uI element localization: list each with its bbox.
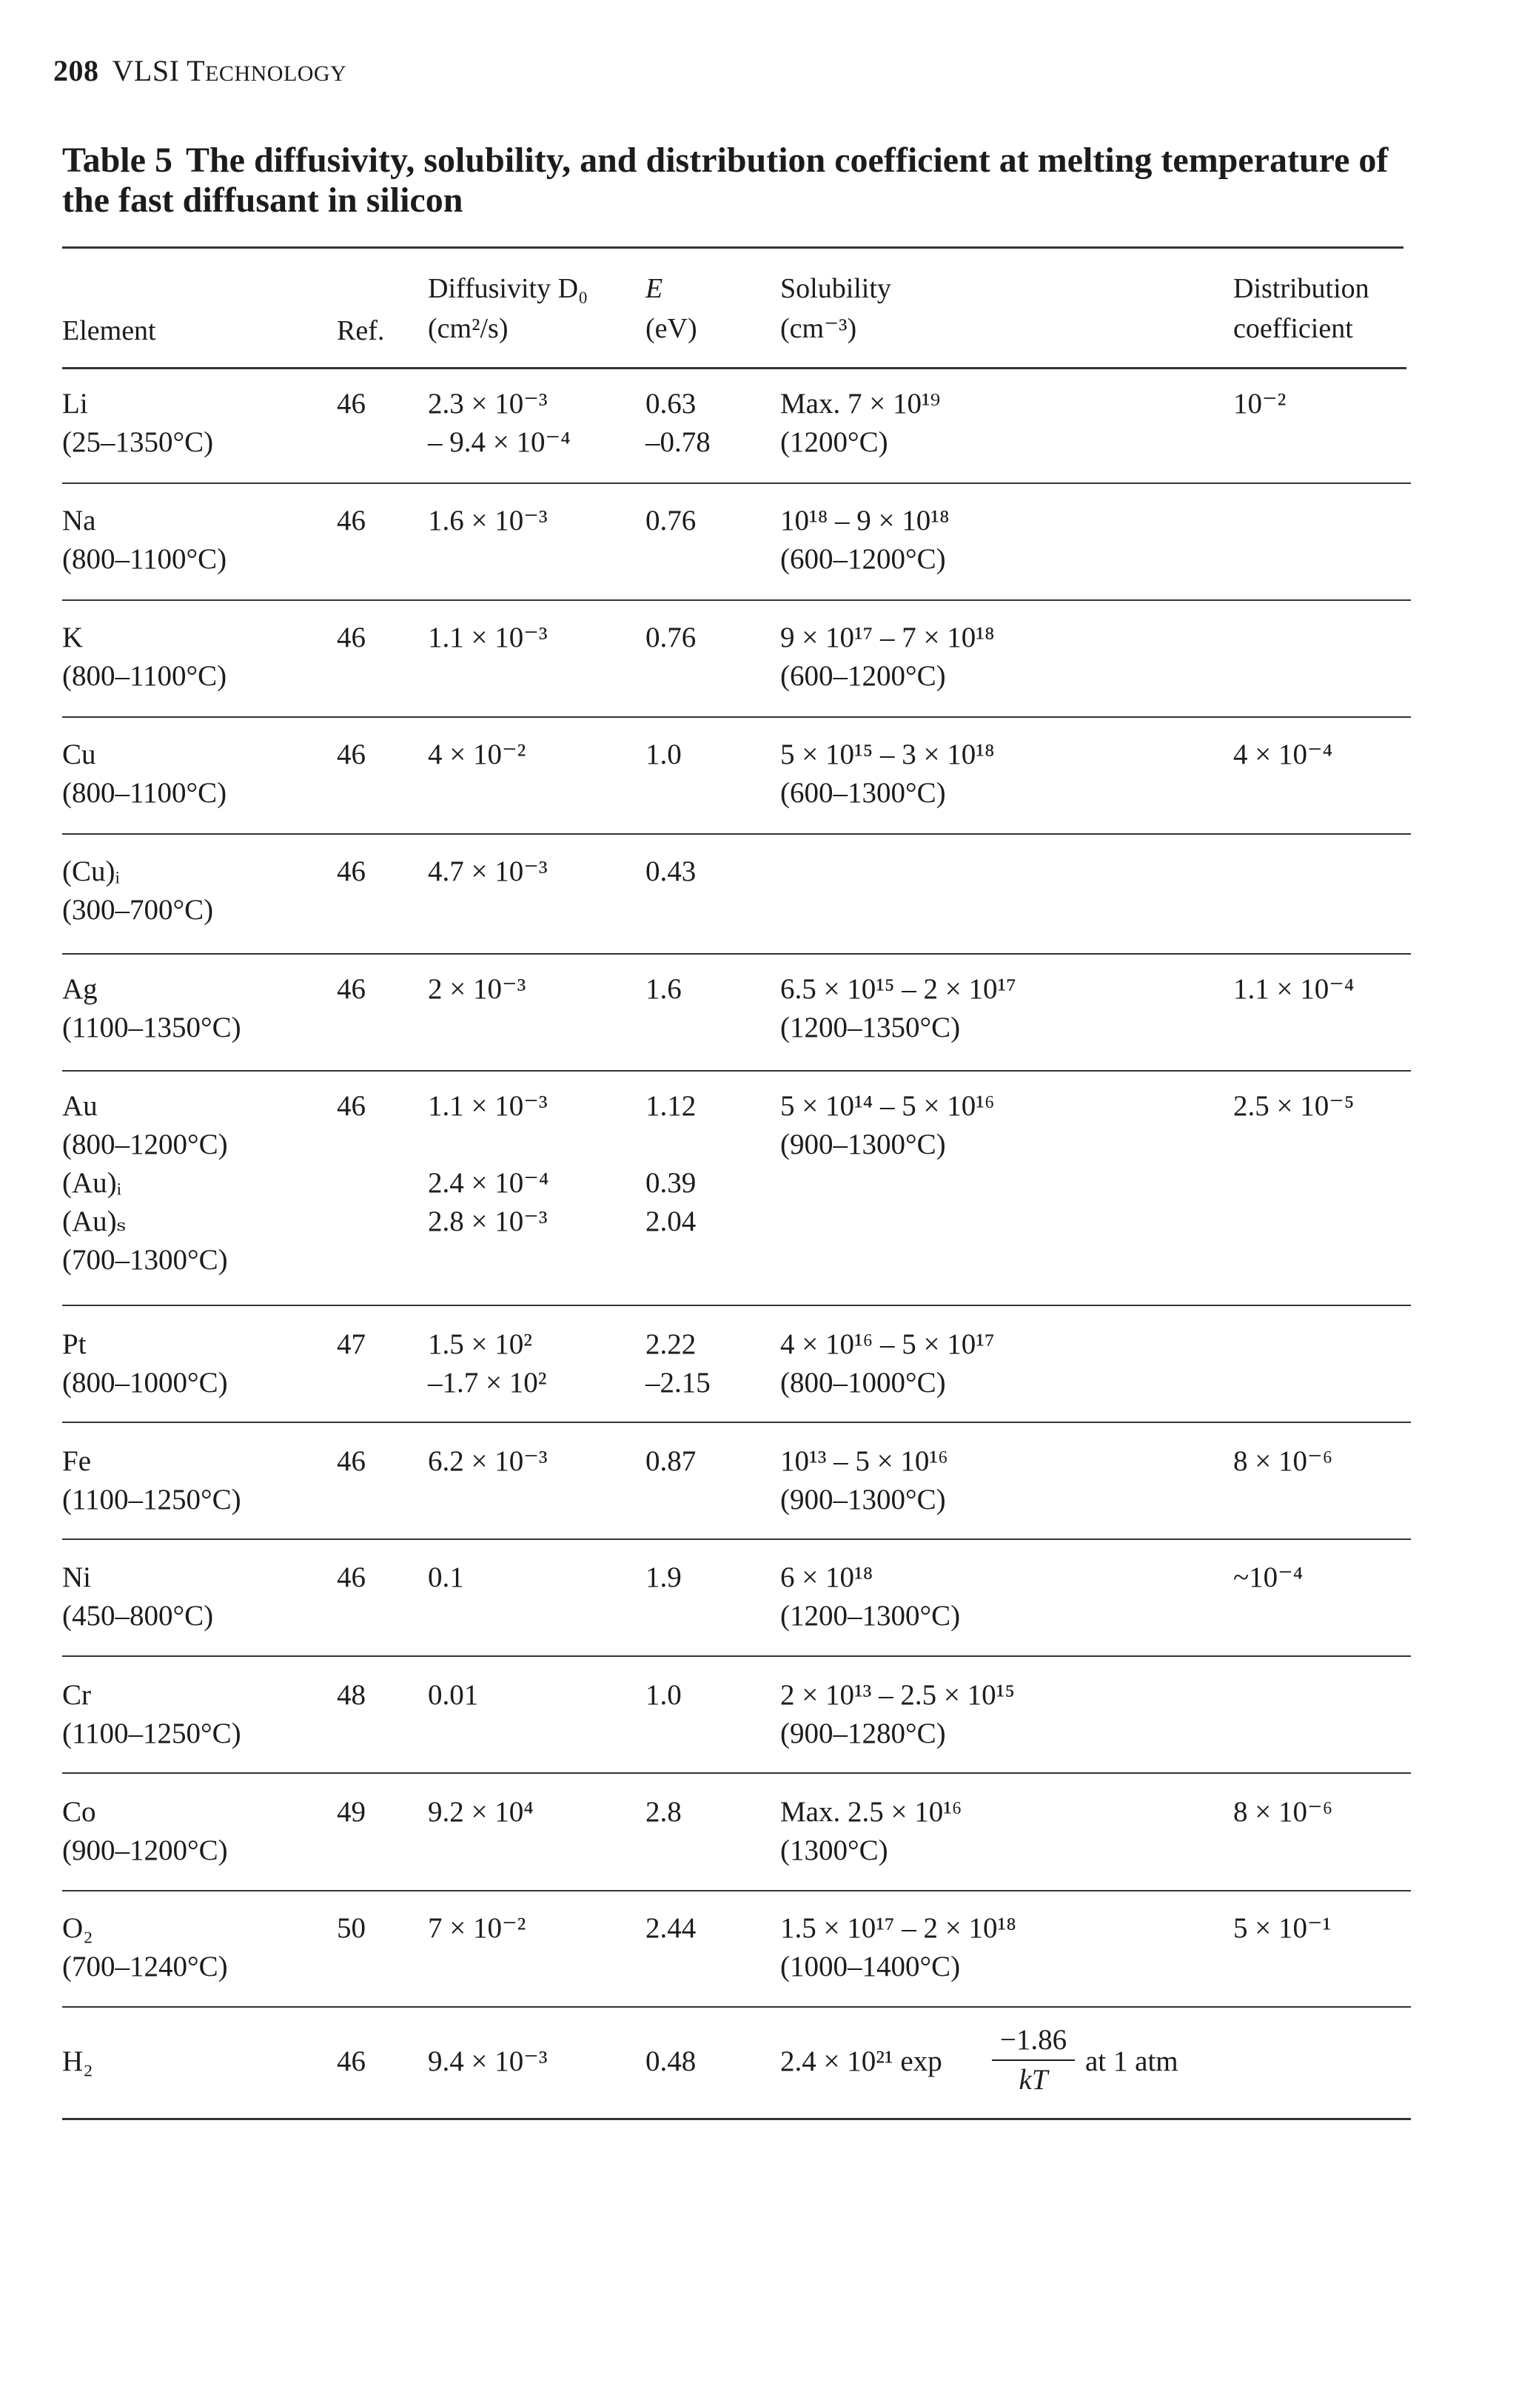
diffusivity-cell-line: 0.1 bbox=[428, 1561, 464, 1593]
distribution-cell-line: 8 × 10⁻⁶ bbox=[1233, 1796, 1333, 1828]
solubility-cell bbox=[780, 502, 950, 579]
header-diffusivity bbox=[428, 269, 588, 349]
ref-cell bbox=[337, 1676, 366, 1715]
ref-cell-line: 46 bbox=[337, 505, 366, 537]
energy-cell-line: 1.0 bbox=[645, 739, 682, 770]
ref-cell-line: 46 bbox=[337, 739, 366, 770]
diffusivity-cell bbox=[428, 1909, 526, 1948]
ref-cell-line: 48 bbox=[337, 1679, 366, 1711]
header-distribution-line1: Distribution bbox=[1233, 273, 1369, 304]
ref-cell bbox=[337, 1793, 366, 1832]
diffusivity-cell bbox=[428, 619, 548, 657]
diffusivity-cell-line: 6.2 × 10⁻³ bbox=[428, 1445, 548, 1477]
ref-cell-line: 50 bbox=[337, 1912, 366, 1944]
element-cell-line: Na bbox=[62, 505, 96, 537]
ref-cell-line: 46 bbox=[337, 388, 366, 420]
element-cell-line: Cr bbox=[62, 1679, 91, 1711]
solubility-cell-line: 10¹³ – 5 × 10¹⁶ bbox=[780, 1445, 948, 1477]
header-ref: Ref. bbox=[337, 315, 385, 346]
element-cell bbox=[62, 852, 213, 929]
solubility-cell-line: 6.5 × 10¹⁵ – 2 × 10¹⁷ bbox=[780, 973, 1016, 1005]
element-cell bbox=[62, 502, 227, 579]
distribution-cell-line: 8 × 10⁻⁶ bbox=[1233, 1445, 1333, 1477]
solubility-cell-line: (600–1200°C) bbox=[780, 543, 946, 575]
distribution-cell-line: 2.5 × 10⁻⁵ bbox=[1233, 1090, 1355, 1122]
diffusivity-cell bbox=[428, 1442, 548, 1481]
element-cell-line: (450–800°C) bbox=[62, 1600, 214, 1632]
energy-cell-line: –2.15 bbox=[645, 1367, 711, 1399]
diffusivity-cell bbox=[428, 1087, 549, 1241]
solubility-cell-line: Max. 7 × 10¹⁹ bbox=[780, 388, 941, 420]
solubility-cell-line: 10¹⁸ – 9 × 10¹⁸ bbox=[780, 505, 950, 537]
solubility-cell-line: (1200°C) bbox=[780, 426, 888, 458]
distribution-cell bbox=[1233, 1087, 1354, 1126]
energy-cell bbox=[645, 1676, 682, 1715]
solubility-cell bbox=[780, 1558, 960, 1635]
diffusivity-cell bbox=[428, 852, 548, 891]
solubility-cell-line: 2.4 × 10²¹ exp bbox=[780, 2045, 942, 2077]
element-cell-line: H₂ bbox=[62, 2045, 93, 2077]
row-separator bbox=[62, 2006, 1411, 2008]
element-cell-line: (800–1100°C) bbox=[62, 777, 227, 809]
row-separator bbox=[62, 1890, 1411, 1891]
solubility-cell bbox=[780, 1442, 948, 1519]
solubility-cell bbox=[780, 619, 995, 696]
distribution-cell bbox=[1233, 970, 1354, 1009]
energy-cell bbox=[645, 1442, 696, 1481]
energy-cell-line: 1.0 bbox=[645, 1679, 682, 1711]
element-cell bbox=[62, 1558, 213, 1635]
energy-cell bbox=[645, 970, 682, 1009]
diffusivity-cell bbox=[428, 736, 526, 774]
distribution-cell bbox=[1233, 736, 1332, 774]
diffusivity-cell-line bbox=[428, 1126, 549, 1164]
distribution-cell bbox=[1233, 1442, 1332, 1481]
element-cell-line: (1100–1250°C) bbox=[62, 1484, 241, 1516]
solubility-cell-line: (600–1200°C) bbox=[780, 660, 946, 692]
ref-cell bbox=[337, 385, 366, 423]
h2-solubility-suffix: at 1 atm bbox=[1085, 2045, 1178, 2077]
row-separator bbox=[62, 1422, 1411, 1423]
element-cell-line: (900–1200°C) bbox=[62, 1834, 228, 1866]
ref-cell bbox=[337, 502, 366, 540]
ref-cell bbox=[337, 852, 366, 891]
table-title: The diffusivity, solubility, and distribution coefficient at melting temperature of the fast diffusant in silicon bbox=[62, 141, 1389, 220]
row-separator bbox=[62, 716, 1411, 718]
diffusivity-cell-line: –1.7 × 10² bbox=[428, 1367, 547, 1399]
distribution-cell-line: 4 × 10⁻⁴ bbox=[1233, 739, 1333, 770]
element-cell-line: O₂ bbox=[62, 1912, 93, 1944]
ref-cell bbox=[337, 1325, 366, 1364]
energy-cell-line bbox=[645, 1126, 696, 1164]
diffusivity-cell bbox=[428, 385, 571, 462]
element-cell-line: Ni bbox=[62, 1561, 91, 1593]
energy-cell-line: 0.76 bbox=[645, 505, 697, 537]
energy-cell-line: 1.12 bbox=[645, 1090, 697, 1122]
row-separator bbox=[62, 1538, 1411, 1540]
diffusivity-cell-line: 1.5 × 10² bbox=[428, 1328, 532, 1360]
ref-cell-line: 46 bbox=[337, 622, 366, 653]
row-separator bbox=[62, 833, 1411, 835]
energy-cell-line: 1.9 bbox=[645, 1561, 682, 1593]
diffusivity-cell bbox=[428, 1793, 534, 1832]
solubility-cell-line: 2 × 10¹³ – 2.5 × 10¹⁵ bbox=[780, 1679, 1015, 1711]
energy-cell-line: 2.04 bbox=[645, 1205, 697, 1237]
distribution-cell-line: 5 × 10⁻¹ bbox=[1233, 1912, 1332, 1944]
solubility-cell-line: (900–1300°C) bbox=[780, 1129, 946, 1160]
solubility-cell-line: 5 × 10¹⁴ – 5 × 10¹⁶ bbox=[780, 1090, 995, 1122]
solubility-cell bbox=[780, 2042, 942, 2081]
fraction-denominator: kT bbox=[1019, 2064, 1048, 2096]
energy-cell bbox=[645, 2042, 696, 2081]
distribution-cell bbox=[1233, 1793, 1332, 1832]
element-cell-line: (800–1200°C) bbox=[62, 1129, 228, 1160]
ref-cell bbox=[337, 1442, 366, 1481]
energy-cell-line: 2.44 bbox=[645, 1912, 697, 1944]
header-distribution bbox=[1233, 269, 1369, 349]
element-cell-line: Cu bbox=[62, 739, 96, 770]
ref-cell-line: 46 bbox=[337, 973, 366, 1005]
row-separator bbox=[62, 1070, 1411, 1072]
element-cell-line: (700–1300°C) bbox=[62, 1244, 228, 1276]
solubility-cell bbox=[780, 1909, 1016, 1986]
element-cell bbox=[62, 619, 227, 696]
diffusivity-cell bbox=[428, 970, 526, 1009]
header-energy-line2: (eV) bbox=[645, 313, 697, 344]
element-cell bbox=[62, 1325, 228, 1402]
header-solubility bbox=[780, 269, 891, 349]
element-cell-line: (1100–1350°C) bbox=[62, 1012, 241, 1043]
element-cell-line: (Cu)ᵢ bbox=[62, 855, 120, 887]
distribution-cell bbox=[1233, 1909, 1331, 1948]
element-cell-line: Li bbox=[62, 388, 88, 420]
solubility-cell-line: 5 × 10¹⁵ – 3 × 10¹⁸ bbox=[780, 739, 995, 770]
element-cell-line: (25–1350°C) bbox=[62, 426, 214, 458]
energy-cell-line: 0.43 bbox=[645, 855, 697, 887]
diffusivity-cell bbox=[428, 2042, 548, 2081]
solubility-cell-line: 9 × 10¹⁷ – 7 × 10¹⁸ bbox=[780, 622, 995, 653]
distribution-cell-line: 1.1 × 10⁻⁴ bbox=[1233, 973, 1355, 1005]
header-diffusivity-line1: Diffusivity D₀ bbox=[428, 273, 588, 304]
element-cell-line: Ag bbox=[62, 973, 98, 1005]
solubility-cell bbox=[780, 736, 995, 813]
fraction-numerator: −1.86 bbox=[999, 2024, 1067, 2056]
diffusivity-cell-line: 9.4 × 10⁻³ bbox=[428, 2045, 548, 2077]
solubility-cell-line: 4 × 10¹⁶ – 5 × 10¹⁷ bbox=[780, 1328, 995, 1360]
energy-cell-line: 0.87 bbox=[645, 1445, 697, 1477]
table-bottom-rule bbox=[62, 2118, 1411, 2120]
solubility-cell-line: (800–1000°C) bbox=[780, 1367, 946, 1399]
element-cell-line: K bbox=[62, 622, 84, 653]
element-cell bbox=[62, 1909, 228, 1986]
table-caption bbox=[62, 141, 1417, 221]
energy-cell-line: 0.39 bbox=[645, 1167, 697, 1199]
element-cell-line: Co bbox=[62, 1796, 96, 1828]
energy-cell-line: 0.63 bbox=[645, 388, 697, 420]
diffusivity-cell-line: 2.3 × 10⁻³ bbox=[428, 388, 548, 420]
ref-cell bbox=[337, 2042, 366, 2081]
ref-cell bbox=[337, 1909, 366, 1948]
element-cell-line: (800–1000°C) bbox=[62, 1367, 228, 1399]
table-number: Table 5 bbox=[62, 141, 172, 180]
solubility-cell-line: 6 × 10¹⁸ bbox=[780, 1561, 873, 1593]
row-separator bbox=[62, 953, 1411, 955]
ref-cell-line: 46 bbox=[337, 1445, 366, 1477]
diffusivity-cell bbox=[428, 1325, 546, 1402]
diffusivity-cell-line: 4.7 × 10⁻³ bbox=[428, 855, 548, 887]
header-element: Element bbox=[62, 315, 156, 346]
energy-cell bbox=[645, 1087, 696, 1241]
solubility-cell bbox=[780, 1676, 1015, 1753]
element-cell bbox=[62, 2042, 93, 2081]
distribution-cell-line: 10⁻² bbox=[1233, 388, 1287, 420]
row-separator bbox=[62, 1305, 1411, 1306]
element-cell-line: (Au)ᵢ bbox=[62, 1167, 122, 1199]
solubility-cell-line: (1000–1400°C) bbox=[780, 1951, 961, 1982]
ref-cell-line: 46 bbox=[337, 855, 366, 887]
element-cell-line: (700–1240°C) bbox=[62, 1951, 228, 1982]
diffusivity-cell-line: 1.1 × 10⁻³ bbox=[428, 622, 548, 653]
diffusivity-cell-line: 1.1 × 10⁻³ bbox=[428, 1090, 548, 1122]
diffusivity-cell-line: 2.4 × 10⁻⁴ bbox=[428, 1167, 549, 1199]
distribution-cell bbox=[1233, 385, 1286, 423]
ref-cell-line: 46 bbox=[337, 1561, 366, 1593]
solubility-cell-line: (900–1300°C) bbox=[780, 1484, 946, 1516]
element-cell bbox=[62, 385, 213, 462]
ref-cell-line: 46 bbox=[337, 2045, 366, 2077]
energy-cell-line: 2.8 bbox=[645, 1796, 682, 1828]
distribution-cell-line: ~10⁻⁴ bbox=[1233, 1561, 1304, 1593]
diffusivity-cell-line: 9.2 × 10⁴ bbox=[428, 1796, 534, 1828]
element-cell bbox=[62, 1676, 241, 1753]
ref-cell bbox=[337, 619, 366, 657]
diffusivity-cell bbox=[428, 502, 548, 540]
energy-cell-line: 0.76 bbox=[645, 622, 697, 653]
ref-cell bbox=[337, 736, 366, 774]
row-separator bbox=[62, 599, 1411, 601]
element-cell-line: (800–1100°C) bbox=[62, 543, 227, 575]
solubility-cell-line: (1300°C) bbox=[780, 1834, 888, 1866]
ref-cell-line: 46 bbox=[337, 1090, 366, 1122]
element-cell-line: Au bbox=[62, 1090, 98, 1122]
energy-cell-line: 2.22 bbox=[645, 1328, 697, 1360]
ref-cell-line: 47 bbox=[337, 1328, 366, 1360]
element-cell bbox=[62, 970, 241, 1047]
energy-cell bbox=[645, 1325, 711, 1402]
element-cell bbox=[62, 736, 227, 813]
row-separator bbox=[62, 482, 1411, 484]
solubility-cell-line: 1.5 × 10¹⁷ – 2 × 10¹⁸ bbox=[780, 1912, 1016, 1944]
diffusivity-cell bbox=[428, 1558, 464, 1597]
header-solubility-line2: (cm⁻³) bbox=[780, 313, 857, 344]
header-diffusivity-line2: (cm²/s) bbox=[428, 313, 509, 344]
diffusivity-cell-line: 2.8 × 10⁻³ bbox=[428, 1205, 548, 1237]
energy-cell bbox=[645, 1909, 696, 1948]
ref-cell bbox=[337, 970, 366, 1009]
ref-cell bbox=[337, 1558, 366, 1597]
header-distribution-line2: coefficient bbox=[1233, 313, 1353, 344]
energy-cell-line: 1.6 bbox=[645, 973, 682, 1005]
energy-cell bbox=[645, 619, 696, 657]
element-cell-line: (1100–1250°C) bbox=[62, 1718, 241, 1749]
header-energy bbox=[645, 269, 697, 349]
h2-solubility-fraction bbox=[992, 2022, 1075, 2098]
solubility-cell bbox=[780, 1087, 995, 1164]
diffusivity-cell-line: 0.01 bbox=[428, 1679, 479, 1711]
header-rule bbox=[62, 367, 1406, 369]
page-number: 208 bbox=[53, 54, 99, 87]
diffusivity-cell-line: 4 × 10⁻² bbox=[428, 739, 526, 770]
row-separator bbox=[62, 1655, 1411, 1657]
energy-cell bbox=[645, 502, 696, 540]
element-cell-line: Fe bbox=[62, 1445, 91, 1477]
energy-cell bbox=[645, 385, 711, 462]
energy-cell-line: –0.78 bbox=[645, 426, 711, 458]
ref-cell bbox=[337, 1087, 366, 1126]
header-solubility-line1: Solubility bbox=[780, 273, 891, 304]
energy-cell bbox=[645, 1558, 682, 1597]
diffusivity-cell-line: 1.6 × 10⁻³ bbox=[428, 505, 548, 537]
energy-cell bbox=[645, 736, 682, 774]
solubility-cell-line: (1200–1300°C) bbox=[780, 1600, 961, 1632]
solubility-cell bbox=[780, 385, 940, 462]
solubility-cell bbox=[780, 1793, 962, 1870]
fraction-bar bbox=[992, 2059, 1075, 2061]
energy-cell bbox=[645, 852, 696, 891]
element-cell-line: (300–700°C) bbox=[62, 894, 214, 926]
distribution-cell bbox=[1233, 1558, 1303, 1597]
solubility-cell bbox=[780, 970, 1016, 1047]
running-head bbox=[53, 53, 346, 88]
solubility-cell-line: (900–1280°C) bbox=[780, 1718, 946, 1749]
element-cell-line: Pt bbox=[62, 1328, 87, 1360]
table-top-rule bbox=[62, 246, 1403, 249]
book-title: VLSI TECHNOLOGY bbox=[112, 54, 347, 87]
diffusivity-cell-line: 7 × 10⁻² bbox=[428, 1912, 526, 1944]
diffusivity-cell bbox=[428, 1676, 478, 1715]
diffusivity-cell-line: 2 × 10⁻³ bbox=[428, 973, 526, 1005]
row-separator bbox=[62, 1772, 1411, 1774]
element-cell-line: (Au)ₛ bbox=[62, 1205, 127, 1237]
ref-cell-line: 49 bbox=[337, 1796, 366, 1828]
diffusivity-cell-line: – 9.4 × 10⁻⁴ bbox=[428, 426, 571, 458]
solubility-cell-line: (1200–1350°C) bbox=[780, 1012, 961, 1043]
solubility-cell-line: (600–1300°C) bbox=[780, 777, 946, 809]
element-cell bbox=[62, 1793, 228, 1870]
element-cell-line: (800–1100°C) bbox=[62, 660, 227, 692]
header-energy-line1: E bbox=[645, 273, 663, 304]
solubility-cell bbox=[780, 1325, 995, 1402]
energy-cell-line: 0.48 bbox=[645, 2045, 697, 2077]
solubility-cell-line: Max. 2.5 × 10¹⁶ bbox=[780, 1796, 962, 1828]
energy-cell bbox=[645, 1793, 682, 1832]
element-cell bbox=[62, 1442, 241, 1519]
element-cell bbox=[62, 1087, 228, 1279]
